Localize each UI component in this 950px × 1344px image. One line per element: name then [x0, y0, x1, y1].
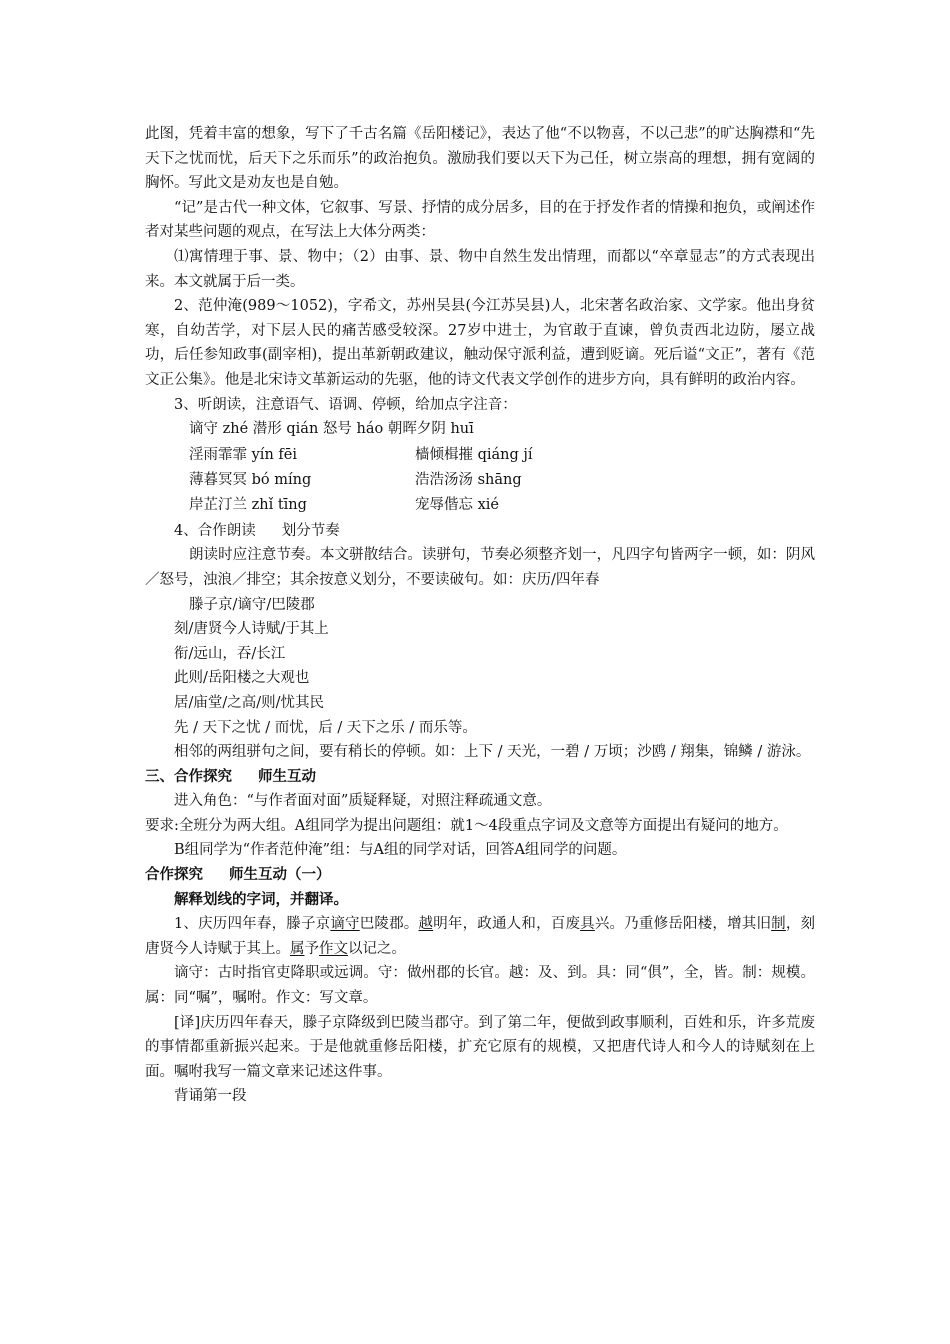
listening-instruction: 3、听朗读，注意语气、语调、停顿，给加点字注音： — [174, 396, 517, 413]
section3-heading — [145, 765, 815, 790]
rhythm-note: 相邻的两组骈句之间，要有稍长的停顿。如：上下 / 天光，一碧 / 万顷；沙鸥 / 翔集，锦鳞 / 游泳。 — [174, 744, 811, 761]
rhythm-example: 居/庙堂/之高/则/忧其民 — [174, 694, 325, 711]
pinyin-row — [145, 443, 815, 468]
underlined-word: 越 — [418, 916, 434, 933]
pinyin-right: 樯倾楫摧 qiáng jí — [415, 446, 533, 463]
recite-instruction: 背诵第一段 — [174, 1088, 247, 1105]
underlined-word: 作文 — [319, 940, 348, 957]
text-span: 以记之。 — [348, 940, 406, 957]
translation: [译]庆历四年春天，滕子京降级到巴陵当郡守。到了第二年，便做到政事顺利，百姓和乐，许多荒废的事情都重新振兴起来。于是他就重修岳阳楼，扩充它原有的规模，又把唐代诗人和今人的诗赋刻在上面。嘱咐我写一篇文章来记述这件事。 — [145, 1014, 815, 1080]
original-text — [145, 912, 815, 961]
pinyin-table — [145, 417, 815, 519]
pinyin-row — [145, 417, 815, 442]
rhythm-heading-number: 4、合作朗读 — [174, 522, 256, 539]
text-span: 明年，政通人和，百废 — [433, 916, 581, 933]
pinyin-left: 岸芷汀兰 zhǐ tīng — [189, 497, 307, 514]
pinyin-row — [145, 493, 815, 518]
part1-task: 解释划线的字词，并翻译。 — [174, 891, 348, 908]
underlined-word: 谪守 — [330, 916, 360, 933]
role-paragraph: 进入角色：“与作者面对面”质疑释疑，对照注释疏通文意。 — [174, 793, 552, 810]
pinyin-left: 谪守 zhé 潜形 qián 怒号 háo 朝晖夕阴 huī — [189, 421, 474, 438]
text-span: 巴陵郡。 — [359, 916, 419, 933]
underlined-word: 具 — [580, 916, 595, 933]
part1-title: 合作探究 — [145, 867, 203, 884]
group-b-paragraph: B组同学为“作者范仲淹”组：与A组的同学对话，回答A组同学的问题。 — [174, 842, 627, 859]
pinyin-row — [145, 468, 815, 493]
text-span: ，刻唐贤今人诗赋于其上。 — [145, 916, 816, 957]
author-paragraph: 2、范仲淹(989～1052)，字希文，苏州吴县(今江苏吴县)人，北宋著名政治家、文学家。他出身贫寒，自幼苦学，对下层人民的痛苦感受较深。27岁中进士，为官敢于直谏，曾负责西北边防，屡立战功，后任参知政事(副宰相)，提出革新朝政建议，触动保守派利益，遭到贬谪。死后谥“文正”，著有《范文正公集》。他是北宋诗文革新运动的先驱，他的诗文代表文学创作的进步方向，具有鲜明的政治内容。 — [145, 298, 815, 388]
rhythm-example: 滕子京/谪守/巴陵郡 — [189, 596, 315, 613]
underlined-word: 制 — [771, 916, 786, 933]
rhythm-heading — [145, 519, 815, 544]
section3-title: 三、合作探究 — [145, 768, 232, 785]
text-span: 1、庆历四年春，滕子京 — [174, 916, 331, 933]
genre-types-paragraph: ⑴寓情理于事、景、物中；（2）由事、景、物中自然生发出情理，而都以“卒章显志”的方式表现出来。本文就属于后一类。 — [145, 248, 815, 290]
part1-heading — [145, 863, 815, 888]
pinyin-right: 宠辱偕忘 xié — [415, 497, 500, 514]
word-notes: 谪守：古时指官吏降职或远调。守：做州郡的长官。越：及、到。具：同“俱”，全，皆。制：规模。属：同“嘱”，嘱咐。作文：写文章。 — [145, 965, 815, 1007]
section3-title-sub: 师生互动 — [258, 768, 316, 785]
rhythm-description: 朗读时应注意节奏。本文骈散结合。读骈句，节奏必须整齐划一，凡四字句皆两字一顿，如：阴风／怒号，浊浪／排空；其余按意义划分，不要读破句。如：庆历/四年春 — [145, 547, 815, 588]
genre-paragraph: “记”是古代一种文体，它叙事、写景、抒情的成分居多，目的在于抒发作者的情操和抱负，或阐述作者对某些问题的观点，在写法上大体分两类： — [145, 199, 815, 241]
rhythm-heading-sub: 划分节奏 — [281, 522, 340, 539]
rhythm-example: 先 / 天下之忧 / 而忧，后 / 天下之乐 / 而乐等。 — [174, 719, 477, 736]
text-span: 兴。乃重修岳阳楼，增其旧 — [594, 916, 772, 933]
underlined-word: 属 — [290, 940, 305, 957]
requirement-paragraph: 要求:全班分为两大组。A组同学为提出问题组：就1～4段重点字词及文意等方面提出有疑问的地方。 — [145, 817, 788, 834]
text-span: 予 — [304, 940, 319, 957]
document-body — [145, 122, 815, 1109]
pinyin-left: 薄暮冥冥 bó míng — [189, 471, 312, 488]
pinyin-right: 浩浩汤汤 shāng — [415, 471, 522, 488]
pinyin-left: 淫雨霏霏 yín fēi — [189, 446, 297, 463]
rhythm-example: 刻/唐贤今人诗赋/于其上 — [174, 621, 329, 638]
rhythm-example: 衔/远山，吞/长江 — [174, 645, 286, 662]
part1-title-sub: 师生互动（一） — [229, 867, 331, 884]
rhythm-example: 此则/岳阳楼之大观也 — [174, 670, 310, 687]
intro-paragraph: 此图，凭着丰富的想象，写下了千古名篇《岳阳楼记》，表达了他“不以物喜，不以己悲”的旷达胸襟和“先天下之忧而忧，后天下之乐而乐”的政治抱负。激励我们要以天下为己任，树立崇高的理想，拥有宽阔的胸怀。写此文是劝友也是自勉。 — [145, 126, 815, 192]
